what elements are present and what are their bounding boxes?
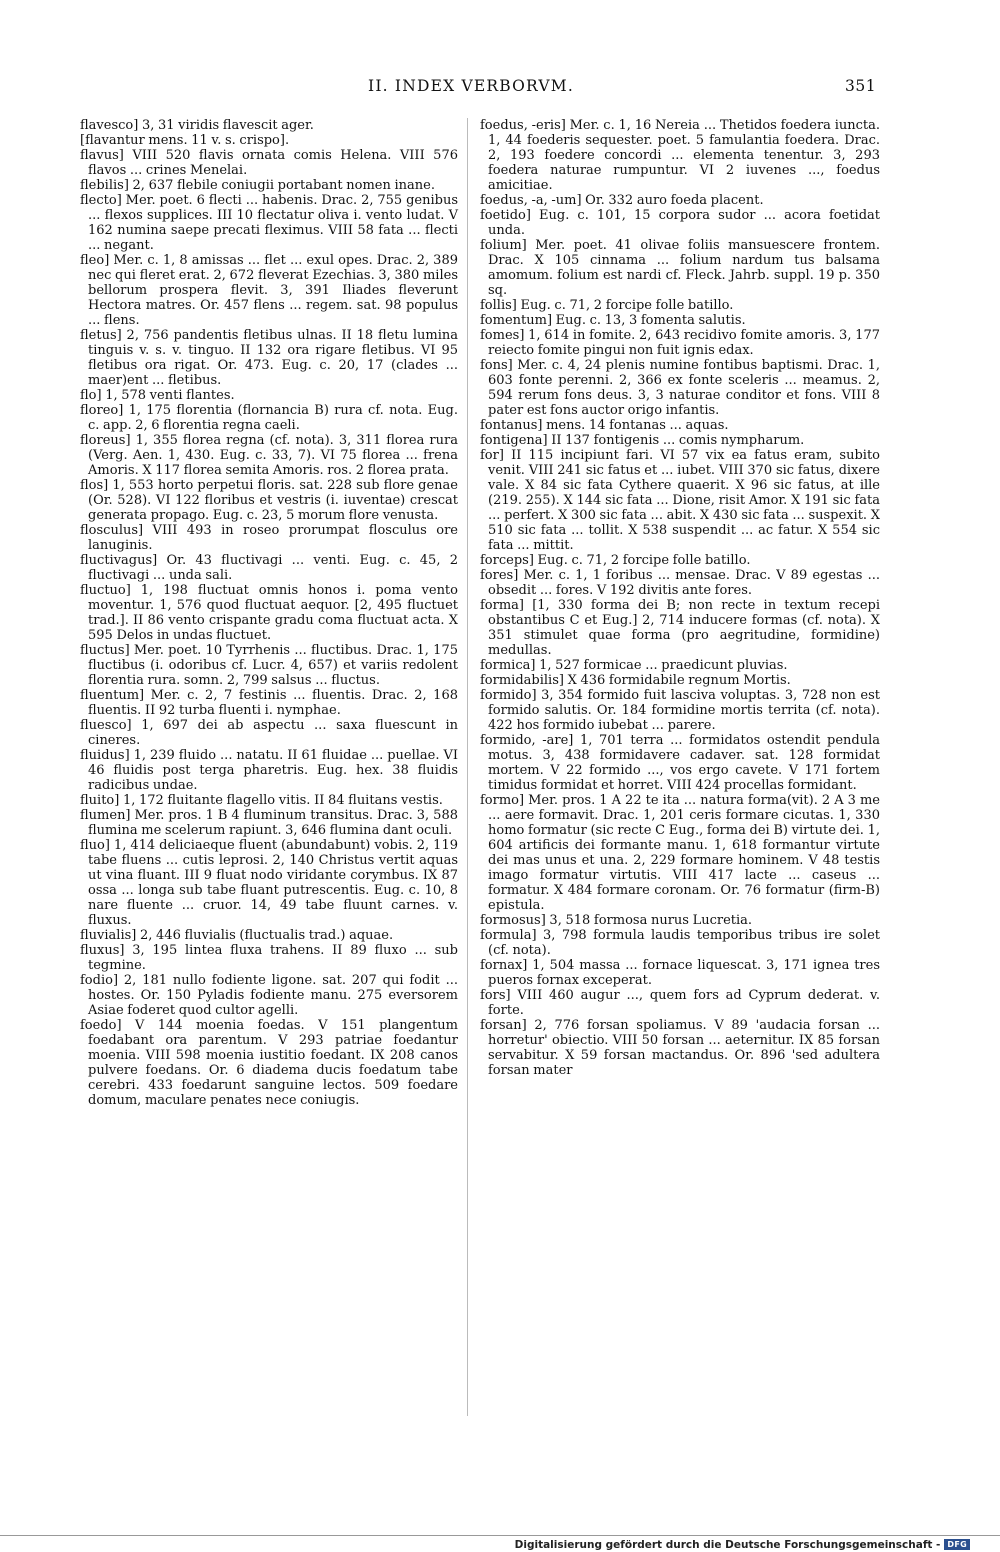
entry: fomentum] Eug. c. 13, 3 fomenta salutis. [480,313,746,328]
dfg-logo: DFG [944,1539,970,1550]
left-column [80,118,458,1108]
entry: fluo] 1, 414 deliciaeque fluent (abundabunt) vobis. 2, 119 tabe fluens ... cutis leprosi. 2, 140 Christus vertit aquas ut vina fluant. III 9 fluat nodo viridante corymbus. IX 87 ossa ... longa sub tabe fluant putrescentis. Eug. c. 10, 8 nare fluente ... cruor. 14, 49 tabe fluunt carnes. v. fluxus. [80,838,458,928]
entry: fons] Mer. c. 4, 24 plenis numine fontibus baptismi. Drac. 1, 603 fonte perenni. 2, 366 ex fonte sceleris ... meamus. 2, 594 rerum fons deus. 3, 3 naturae conditor et fons. VIII 8 pater est fons auctor origo infantis. [480,358,880,418]
column-rule [467,118,468,1416]
entry: fontigena] II 137 fontigenis ... comis nympharum. [480,433,805,448]
entry: fors] VIII 460 augur ..., quem fors ad Cyprum dederat. v. forte. [480,988,880,1018]
entry: forma] [1, 330 forma dei B; non recte in textum recepi obstantibus C et Eug.] 2, 714 inducere formas (cf. nota). X 351 stimulet quae forma (pro aegritudine, formidine) medullas. [480,598,880,658]
entry: formica] 1, 527 formicae ... praedicunt pluvias. [480,658,788,673]
entry: fluentum] Mer. c. 2, 7 festinis ... fluentis. Drac. 2, 168 fluentis. II 92 turba fluenti i. nymphae. [80,688,458,718]
entry: formido, -are] 1, 701 terra ... formidatos ostendit pendula motus. 3, 438 formidavere cadaver. sat. 128 formidat mortem. V 22 formido ..., vos ergo cavete. V 171 fortem timidus formidat et horret. VIII 424 procellas formidant. [480,733,880,793]
entry: flos] 1, 553 horto perpetui floris. sat. 228 sub flore genae (Or. 528). VI 122 floribus et vestris (i. iuventae) crescat generata propago. Eug. c. 23, 5 morum flore venusta. [80,478,458,523]
entry: flavus] VIII 520 flavis ornata comis Helena. VIII 576 flavos ... crines Menelai. [80,148,458,178]
entry: flebilis] 2, 637 flebile coniugii portabant nomen inane. [80,178,435,193]
entry: foedus, -eris] Mer. c. 1, 16 Nereia ... Thetidos foedera iuncta. 1, 44 foederis sequester. poet. 5 famulantia foedera. Drac. 2, 193 foedere concordi ... elementa tenentur. 3, 293 foedera naturae rumpuntur. VI 2 iuvenes ..., foedus amicitiae. [480,118,880,193]
entry: formido] 3, 354 formido fuit lasciva voluptas. 3, 728 non est formido salutis. Or. 184 formidine mortis territa (cf. nota). 422 hos formido iubebat ... parere. [480,688,880,733]
entry: follis] Eug. c. 71, 2 forcipe folle batillo. [480,298,734,313]
entry: flecto] Mer. poet. 6 flecti ... habenis. Drac. 2, 755 genibus ... flexos supplices. III 10 flectatur oliva i. vento ludat. V 162 numina saepe precati fleximus. VIII 58 fata ... flecti ... negant. [80,193,458,253]
entry: fluctus] Mer. poet. 10 Tyrrhenis ... fluctibus. Drac. 1, 175 fluctibus (i. odoribus cf. Lucr. 4, 657) et variis redolent florentia rura. somn. 2, 799 salsus ... fluctus. [80,643,458,688]
entry: flavesco] 3, 31 viridis flavescit ager. [80,118,314,133]
footer-divider [0,1535,1000,1536]
entry: fluito] 1, 172 fluitante flagello vitis. II 84 fluitans vestis. [80,793,443,808]
entry: fletus] 2, 756 pandentis fletibus ulnas. II 18 fletu lumina tinguis v. s. v. tinguo. II 132 ora rigare fletibus. VI 95 fletibus ora rigat. Or. 473. Eug. c. 20, 17 (clades ... maer)ent ... fletibus. [80,328,458,388]
funding-footer [515,1537,970,1552]
entry: floreus] 1, 355 florea regna (cf. nota). 3, 311 florea rura (Verg. Aen. 1, 430. Eug. c. 33, 7). VI 75 florea ... frena Amoris. X 117 florea semita Amoris. ros. 2 florea prata. [80,433,458,478]
entry: fluvialis] 2, 446 fluvialis (fluctualis trad.) aquae. [80,928,394,943]
entry: formosus] 3, 518 formosa nurus Lucretia. [480,913,753,928]
entry: fontanus] mens. 14 fontanas ... aquas. [480,418,729,433]
entry: fluxus] 3, 195 lintea fluxa trahens. II 89 fluxo ... sub tegmine. [80,943,458,973]
running-head: II. INDEX VERBORVM. [368,77,574,95]
entry: forsan] 2, 776 forsan spoliamus. V 89 'audacia forsan ... horretur' obiectio. VIII 50 forsan ... aeternitur. IX 85 forsan servabitur. X 59 forsan mactandus. Or. 896 'sed adultera forsan mater [480,1018,880,1078]
entry: foedus, -a, -um] Or. 332 auro foeda placent. [480,193,764,208]
entry: foetido] Eug. c. 101, 15 corpora sudor ... acora foetidat unda. [480,208,880,238]
funding-text: Digitalisierung gefördert durch die Deutsche Forschungsgemeinschaft - [514,1538,941,1551]
entry: fleo] Mer. c. 1, 8 amissas ... flet ... exul opes. Drac. 2, 389 nec qui fleret erat. 2, 672 fleverat Ezechias. 3, 380 miles bellorum prospera flevit. 3, 391 Iliades fleverunt Hectora matres. Or. 457 flens ... regem. sat. 98 populus ... flens. [80,253,458,328]
entry: formo] Mer. pros. 1 A 22 te ita ... natura forma(vit). 2 A 3 me ... aere formavit. Drac. 1, 201 ceris formare cicutas. 1, 330 homo formatur (sic recte C Eug., forma dei B) virtute dei. 1, 604 artificis dei formante manu. 1, 618 formantur virtute dei mas unus et una. 2, 229 formare hominem. V 48 testis imago formatur virtutis. VIII 417 lacte ... caseus ... formatur. X 484 formare coronam. Or. 76 formatur (firm-B) epistula. [480,793,880,913]
entry: folium] Mer. poet. 41 olivae foliis mansuescere frontem. Drac. X 105 cinnama ... folium nardum tus balsama amomum. folium est nardi cf. Fleck. Jahrb. suppl. 19 p. 350 sq. [480,238,880,298]
entry: fomes] 1, 614 in fomite. 2, 643 recidivo fomite amoris. 3, 177 reiecto fomite pingui non fuit ignis edax. [480,328,880,358]
entry: fornax] 1, 504 massa ... fornace liquescat. 3, 171 ignea tres pueros fornax exceperat. [480,958,880,988]
entry: formula] 3, 798 formula laudis temporibus tribus ire solet (cf. nota). [480,928,880,958]
entry: fluctuo] 1, 198 fluctuat omnis honos i. poma vento moventur. 1, 576 quod fluctuat aequor. [2, 495 fluctuet trad.]. II 86 vento crispante gradu coma fluctuat acta. X 595 Delos in undas fluctuet. [80,583,458,643]
entry: fodio] 2, 181 nullo fodiente ligone. sat. 207 qui fodit ... hostes. Or. 150 Pyladis fodiente manu. 275 eversorem Asiae foderet quod cultor agelli. [80,973,458,1018]
entry: flo] 1, 578 venti flantes. [80,388,235,403]
entry: [flavantur mens. 11 v. s. crispo]. [80,133,290,148]
entry: fluidus] 1, 239 fluido ... natatu. II 61 fluidae ... puellae. VI 46 fluidis post terga pharetris. Eug. hex. 38 fluidis radicibus undae. [80,748,458,793]
entry: fores] Mer. c. 1, 1 foribus ... mensae. Drac. V 89 egestas ... obsedit ... fores. V 192 divitis ante fores. [480,568,880,598]
page-number: 351 [845,77,877,95]
entry: flumen] Mer. pros. 1 B 4 fluminum transitus. Drac. 3, 588 flumina me scelerum rapiunt. 3, 646 flumina dant oculi. [80,808,458,838]
entry: for] II 115 incipiunt fari. VI 57 vix ea fatus eram, subito venit. VIII 241 sic fatus et ... iubet. VIII 370 sic fatus, dixere vale. X 84 sic fata Cythere quaerit. X 96 sic fatus, at ille (219. 255). X 144 sic fata ... Dione, risit Amor. X 191 sic fata ... perfert. X 300 sic fata ... abit. X 430 sic fata ... suspexit. X 510 sic fata ... tollit. X 538 suspendit ... ac fatur. X 554 sic fata ... mittit. [480,448,880,553]
entry: foedo] V 144 moenia foedas. V 151 plangentum foedabant ora parentum. V 293 patriae foedantur moenia. VIII 598 moenia iustitio foedant. IX 208 canos pulvere foedans. Or. 6 diadema ducis foedatum tabe cerebri. 433 foedarunt sanguine lectos. 509 foedare domum, maculare penates nece coniugis. [80,1018,458,1108]
right-column [480,118,880,1078]
entry: fluesco] 1, 697 dei ab aspectu ... saxa fluescunt in cineres. [80,718,458,748]
entry: fluctivagus] Or. 43 fluctivagi ... venti. Eug. c. 45, 2 fluctivagi ... unda sali. [80,553,458,583]
entry: flosculus] VIII 493 in roseo prorumpat flosculus ore lanuginis. [80,523,458,553]
entry: floreo] 1, 175 florentia (flornancia B) rura cf. nota. Eug. c. app. 2, 6 florentia regna caeli. [80,403,458,433]
entry: forceps] Eug. c. 71, 2 forcipe folle batillo. [480,553,751,568]
entry: formidabilis] X 436 formidabile regnum Mortis. [480,673,791,688]
